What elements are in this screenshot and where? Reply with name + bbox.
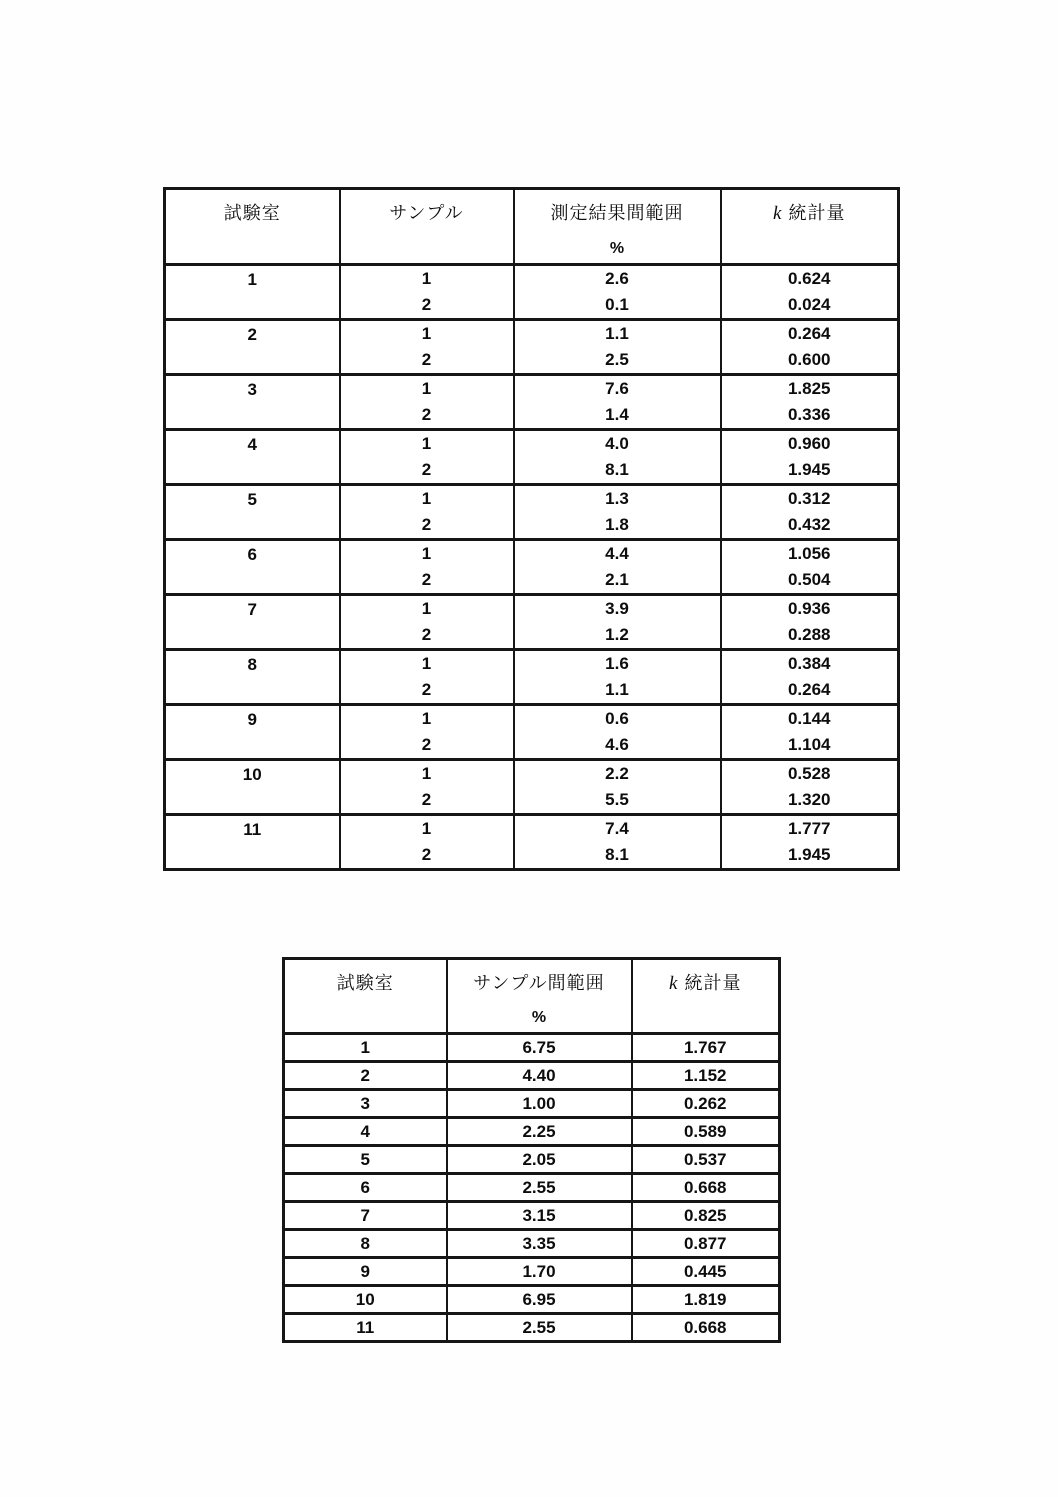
range-value-cell: 2.5 <box>514 347 721 375</box>
lab-value-cell: 6 <box>284 1174 447 1202</box>
k-value-cell: 0.264 <box>721 677 899 705</box>
range-value-cell: 1.8 <box>514 512 721 540</box>
table1-header-k-symbol: k <box>773 203 783 224</box>
table2-row <box>284 1146 780 1174</box>
table1-header-sample <box>340 189 514 265</box>
table1-header-sample-label: サンプル <box>389 203 464 223</box>
k-value-cell: 0.825 <box>632 1202 780 1230</box>
sample-value-cell: 1 <box>340 760 514 788</box>
table2-row <box>284 1286 780 1314</box>
table2-header-lab <box>284 959 447 1034</box>
k-value-cell: 0.668 <box>632 1314 780 1342</box>
table2-row <box>284 1034 780 1062</box>
k-value-cell: 0.288 <box>721 622 899 650</box>
table1-row <box>165 430 899 458</box>
k-value-cell: 1.825 <box>721 375 899 403</box>
lab-value-cell: 10 <box>284 1286 447 1314</box>
per-lab-range-table <box>282 957 781 1343</box>
k-value-cell: 0.528 <box>721 760 899 788</box>
k-value-cell: 0.432 <box>721 512 899 540</box>
table1-row <box>165 760 899 788</box>
table1-row <box>165 705 899 733</box>
table2-row <box>284 1230 780 1258</box>
range-value-cell: 0.1 <box>514 292 721 320</box>
range-value-cell: 2.55 <box>447 1314 632 1342</box>
sample-value-cell: 2 <box>340 457 514 485</box>
table1-header-k-word: 統計量 <box>788 203 846 223</box>
table2-row <box>284 1118 780 1146</box>
lab-value-cell: 11 <box>284 1314 447 1342</box>
range-value-cell: 4.6 <box>514 732 721 760</box>
k-value-cell: 0.384 <box>721 650 899 678</box>
table1-header-range-label: 測定結果間範囲 <box>550 203 684 223</box>
lab-value-cell: 8 <box>284 1230 447 1258</box>
k-value-cell: 0.336 <box>721 402 899 430</box>
range-value-cell: 2.6 <box>514 265 721 293</box>
k-value-cell: 0.024 <box>721 292 899 320</box>
lab-value-cell: 5 <box>284 1146 447 1174</box>
sample-value-cell: 2 <box>340 402 514 430</box>
k-value-cell: 0.668 <box>632 1174 780 1202</box>
sample-value-cell: 1 <box>340 705 514 733</box>
table1-row <box>165 650 899 678</box>
range-value-cell: 1.4 <box>514 402 721 430</box>
range-value-cell: 3.35 <box>447 1230 632 1258</box>
table1-header-lab-label: 試験室 <box>223 203 281 223</box>
table1-header-range <box>514 189 721 265</box>
range-value-cell: 1.70 <box>447 1258 632 1286</box>
lab-value-cell: 9 <box>284 1258 447 1286</box>
sample-value-cell: 2 <box>340 347 514 375</box>
k-value-cell: 0.877 <box>632 1230 780 1258</box>
range-value-cell: 7.6 <box>514 375 721 403</box>
sample-value-cell: 1 <box>340 815 514 843</box>
lab-number-cell: 2 <box>165 320 340 375</box>
sample-value-cell: 1 <box>340 650 514 678</box>
sample-value-cell: 1 <box>340 595 514 623</box>
k-value-cell: 0.144 <box>721 705 899 733</box>
k-value-cell: 0.264 <box>721 320 899 348</box>
range-value-cell: 0.6 <box>514 705 721 733</box>
sample-value-cell: 1 <box>340 485 514 513</box>
table2-header-kstat <box>632 959 780 1034</box>
k-value-cell: 0.589 <box>632 1118 780 1146</box>
sample-value-cell: 1 <box>340 265 514 293</box>
table1-header-row <box>165 189 899 265</box>
range-value-cell: 1.3 <box>514 485 721 513</box>
sample-value-cell: 2 <box>340 787 514 815</box>
k-value-cell: 1.945 <box>721 457 899 485</box>
k-value-cell: 0.624 <box>721 265 899 293</box>
range-value-cell: 1.00 <box>447 1090 632 1118</box>
table2-row <box>284 1174 780 1202</box>
range-value-cell: 4.40 <box>447 1062 632 1090</box>
k-value-cell: 0.312 <box>721 485 899 513</box>
range-value-cell: 1.1 <box>514 320 721 348</box>
k-value-cell: 1.056 <box>721 540 899 568</box>
range-value-cell: 2.55 <box>447 1174 632 1202</box>
range-value-cell: 4.0 <box>514 430 721 458</box>
sample-value-cell: 2 <box>340 292 514 320</box>
range-value-cell: 7.4 <box>514 815 721 843</box>
sample-value-cell: 1 <box>340 430 514 458</box>
table2-header-lab-label: 試験室 <box>336 973 394 993</box>
table1-row <box>165 815 899 843</box>
range-value-cell: 6.95 <box>447 1286 632 1314</box>
range-value-cell: 2.2 <box>514 760 721 788</box>
table2-header-k-word: 統計量 <box>684 973 742 993</box>
range-value-cell: 8.1 <box>514 842 721 870</box>
lab-number-cell: 9 <box>165 705 340 760</box>
k-value-cell: 1.104 <box>721 732 899 760</box>
sample-value-cell: 1 <box>340 320 514 348</box>
k-value-cell: 0.936 <box>721 595 899 623</box>
table1-row <box>165 485 899 513</box>
sample-value-cell: 2 <box>340 732 514 760</box>
table2-row <box>284 1258 780 1286</box>
table1-header-lab <box>165 189 340 265</box>
range-value-cell: 5.5 <box>514 787 721 815</box>
range-value-cell: 6.75 <box>447 1034 632 1062</box>
table1-row <box>165 265 899 293</box>
table1-row <box>165 540 899 568</box>
k-value-cell: 0.262 <box>632 1090 780 1118</box>
lab-number-cell: 11 <box>165 815 340 870</box>
sample-value-cell: 2 <box>340 512 514 540</box>
lab-number-cell: 8 <box>165 650 340 705</box>
lab-number-cell: 7 <box>165 595 340 650</box>
k-value-cell: 0.600 <box>721 347 899 375</box>
table1-row <box>165 375 899 403</box>
k-value-cell: 1.819 <box>632 1286 780 1314</box>
per-sample-range-table <box>163 187 900 871</box>
k-value-cell: 1.320 <box>721 787 899 815</box>
table2-header-range <box>447 959 632 1034</box>
range-value-cell: 2.05 <box>447 1146 632 1174</box>
table2-row <box>284 1202 780 1230</box>
lab-number-cell: 6 <box>165 540 340 595</box>
sample-value-cell: 1 <box>340 375 514 403</box>
k-value-cell: 0.960 <box>721 430 899 458</box>
k-value-cell: 0.504 <box>721 567 899 595</box>
lab-value-cell: 1 <box>284 1034 447 1062</box>
lab-number-cell: 4 <box>165 430 340 485</box>
range-value-cell: 3.15 <box>447 1202 632 1230</box>
table1-header-unit-label: % <box>609 240 625 257</box>
range-value-cell: 1.2 <box>514 622 721 650</box>
lab-value-cell: 4 <box>284 1118 447 1146</box>
lab-value-cell: 2 <box>284 1062 447 1090</box>
lab-number-cell: 10 <box>165 760 340 815</box>
table2-header-unit-label: % <box>531 1009 547 1026</box>
table2-header-range-label: サンプル間範囲 <box>473 973 605 993</box>
sample-value-cell: 1 <box>340 540 514 568</box>
lab-value-cell: 7 <box>284 1202 447 1230</box>
sample-value-cell: 2 <box>340 622 514 650</box>
table2-row <box>284 1090 780 1118</box>
k-value-cell: 0.445 <box>632 1258 780 1286</box>
sample-value-cell: 2 <box>340 842 514 870</box>
table2-header-row <box>284 959 780 1034</box>
range-value-cell: 4.4 <box>514 540 721 568</box>
range-value-cell: 2.1 <box>514 567 721 595</box>
k-value-cell: 0.537 <box>632 1146 780 1174</box>
k-value-cell: 1.777 <box>721 815 899 843</box>
range-value-cell: 3.9 <box>514 595 721 623</box>
k-value-cell: 1.152 <box>632 1062 780 1090</box>
lab-value-cell: 3 <box>284 1090 447 1118</box>
lab-number-cell: 5 <box>165 485 340 540</box>
table2-header-k-symbol: k <box>669 973 679 994</box>
sample-value-cell: 2 <box>340 677 514 705</box>
table1-row <box>165 320 899 348</box>
k-value-cell: 1.945 <box>721 842 899 870</box>
k-value-cell: 1.767 <box>632 1034 780 1062</box>
sample-value-cell: 2 <box>340 567 514 595</box>
lab-number-cell: 1 <box>165 265 340 320</box>
table2-row <box>284 1062 780 1090</box>
range-value-cell: 1.1 <box>514 677 721 705</box>
table1-header-kstat <box>721 189 899 265</box>
table2-row <box>284 1314 780 1342</box>
range-value-cell: 1.6 <box>514 650 721 678</box>
table1-row <box>165 595 899 623</box>
range-value-cell: 8.1 <box>514 457 721 485</box>
lab-number-cell: 3 <box>165 375 340 430</box>
range-value-cell: 2.25 <box>447 1118 632 1146</box>
